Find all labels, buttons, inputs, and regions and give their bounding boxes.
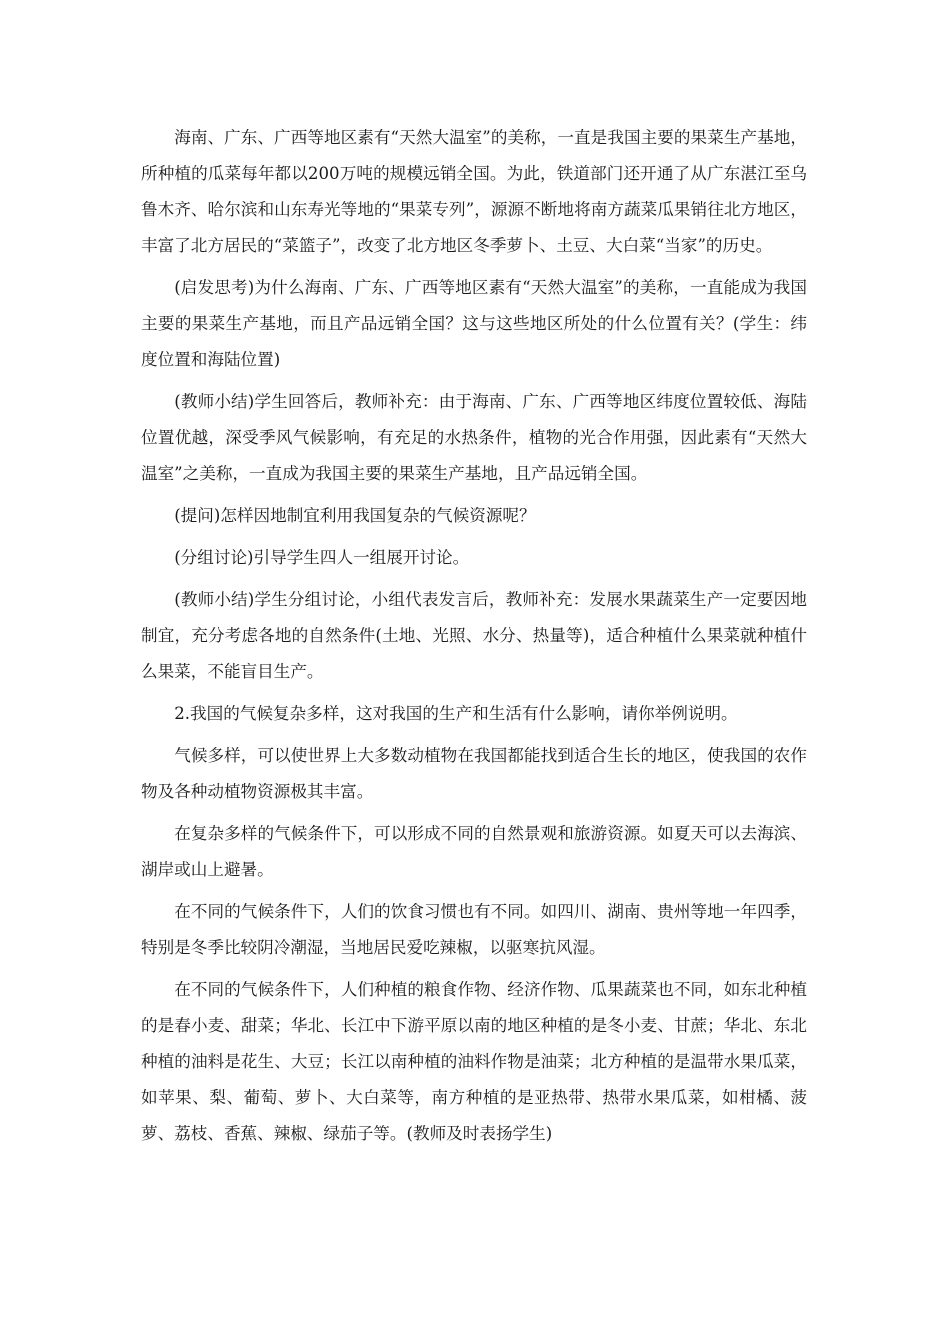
paragraph-diverse-species: 气候多样，可以使世界上大多数动植物在我国都能找到适合生长的地区，使我国的农作物及各种动植物资源极其丰富。 xyxy=(141,746,807,801)
paragraph-greenhouse-regions: 海南、广东、广西等地区素有“天然大温室”的美称，一直是我国主要的果菜生产基地，所种植的瓜菜每年都以200万吨的规模远销全国。为此，铁道部门还开通了从广东湛江至乌鲁木齐、哈尔滨和山东寿光等地的“果菜专列”，源源不断地将南方蔬菜瓜果销往北方地区，丰富了北方居民的“菜篮子”，改变了北方地区冬季萝卜、土豆、大白菜“当家”的历史。 xyxy=(141,128,807,255)
paragraph-landscapes-tourism: 在复杂多样的气候条件下，可以形成不同的自然景观和旅游资源。如夏天可以去海滨、湖岸或山上避暑。 xyxy=(141,824,807,879)
paragraph-crops: 在不同的气候条件下，人们种植的粮食作物、经济作物、瓜果蔬菜也不同，如东北种植的是春小麦、甜菜；华北、长江中下游平原以南的地区种植的是冬小麦、甘蔗；华北、东北种植的油料是花生、大豆；长江以南种植的油料作物是油菜；北方种植的是温带水果瓜菜，如苹果、梨、葡萄、萝卜、大白菜等，南方种植的是亚热带、热带水果瓜菜，如柑橘、菠萝、荔枝、香蕉、辣椒、绿茄子等。(教师及时表扬学生) xyxy=(141,980,807,1143)
paragraph-question-climate-resources: (提问)怎样因地制宜利用我国复杂的气候资源呢？ xyxy=(174,506,536,525)
paragraph-inspiring-question: (启发思考)为什么海南、广东、广西等地区素有“天然大温室”的美称，一直能成为我国主要的果菜生产基地，而且产品远销全国？这与这些地区所处的什么位置有关？(学生：纬度位置和海陆位置) xyxy=(141,278,807,369)
paragraph-diet-habits: 在不同的气候条件下，人们的饮食习惯也有不同。如四川、湖南、贵州等地一年四季，特别是冬季比较阴冷潮湿，当地居民爱吃辣椒，以驱寒抗风湿。 xyxy=(141,902,807,957)
paragraph-group-discussion: (分组讨论)引导学生四人一组展开讨论。 xyxy=(174,548,470,567)
document-body xyxy=(141,120,807,1152)
paragraph-question-2: 2.我国的气候复杂多样，这对我国的生产和生活有什么影响，请你举例说明。 xyxy=(174,704,738,723)
paragraph-teacher-summary-location: (教师小结)学生回答后，教师补充：由于海南、广东、广西等地区纬度位置较低、海陆位置优越，深受季风气候影响，有充足的水热条件，植物的光合作用强，因此素有“天然大温室”之美称，一直成为我国主要的果菜生产基地，且产品远销全国。 xyxy=(141,392,807,483)
paragraph-teacher-summary-planting: (教师小结)学生分组讨论，小组代表发言后，教师补充：发展水果蔬菜生产一定要因地制宜，充分考虑各地的自然条件(土地、光照、水分、热量等)，适合种植什么果菜就种植什么果菜，不能盲目生产。 xyxy=(141,590,807,681)
